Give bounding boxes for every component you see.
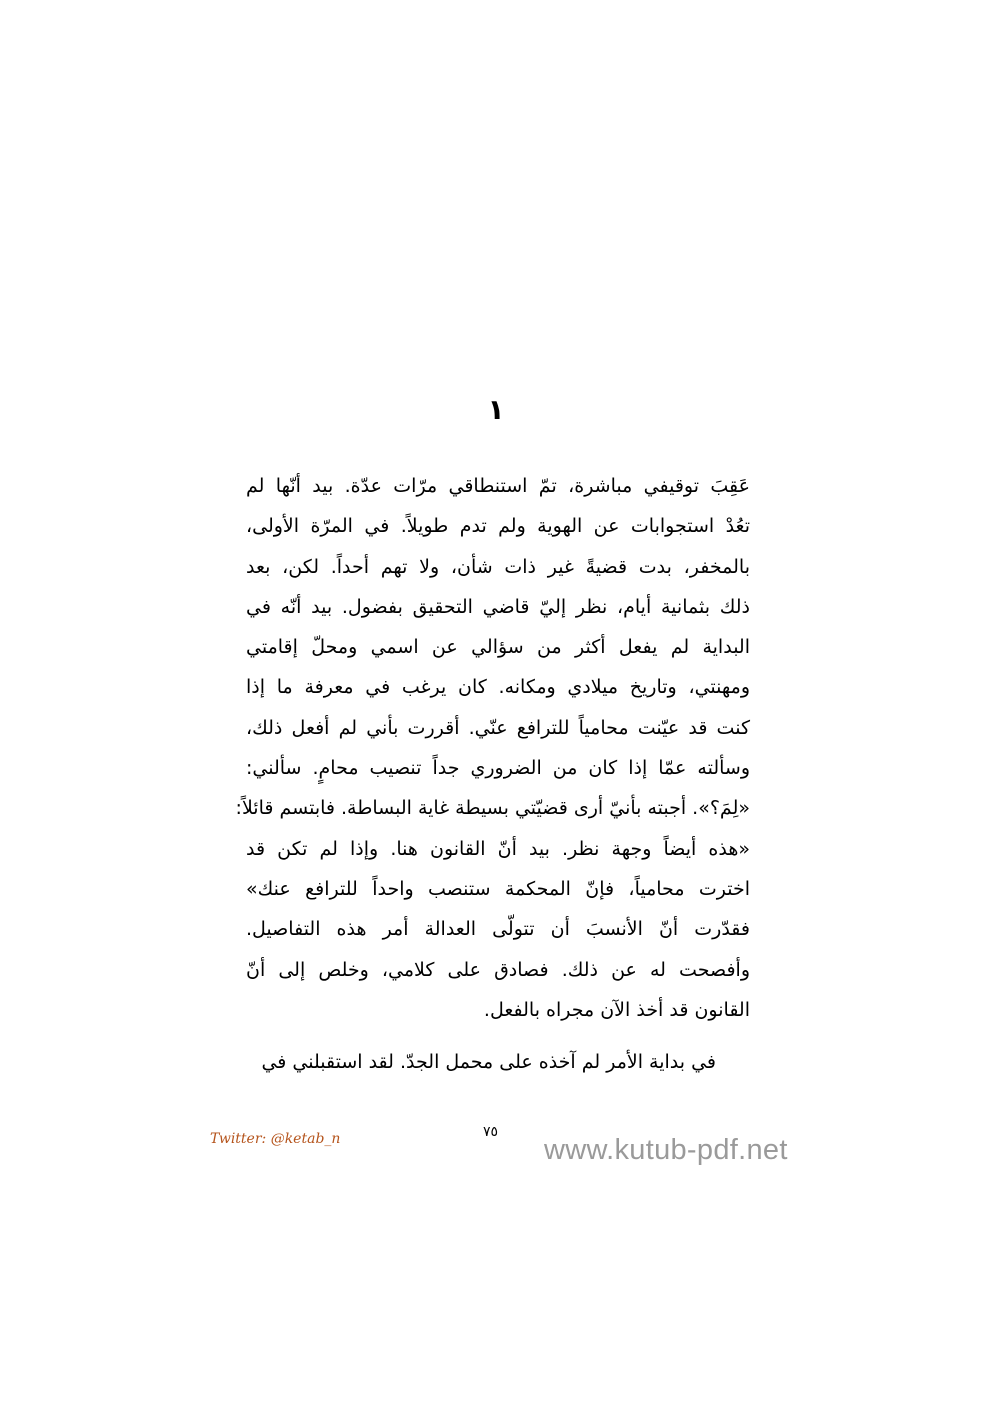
watermark-url: www.kutub-pdf.net [544,1134,788,1166]
text-line: بالمخفر، بدت قضيةً غير ذات شأن، ولا تهم أحداً. لكن، بعد [246,555,750,578]
text-line: القانون قد أخذ الآن مجراه بالفعل. [483,998,750,1021]
chapter-number: ١ [487,393,505,426]
text-line: اخترت محامياً، فإنّ المحكمة ستنصب واحداً للترافع عنك» [246,877,750,900]
text-line: وأفصحت له عن ذلك. فصادق على كلامي، وخلص إلى أنّ [246,958,750,981]
page-number: ٧٥ [483,1124,499,1140]
text-line: ذلك بثمانية أيام، نظر إليّ قاضي التحقيق بفضول. بيد أنّه في [246,595,750,618]
text-line: تعُدْ استجوابات عن الهوية ولم تدم طويلاً. في المرّة الأولى، [246,515,750,538]
text-line: ومهنتي، وتاريخ ميلادي ومكانه. كان يرغب في معرفة ما إذا [246,676,750,699]
text-line: وسألته عمّا إذا كان من الضروري جداً تنصيب محامٍ. سألني: [246,757,750,780]
text-line: «لِمَ؟». أجبته بأنيّ أرى قضيّتي بسيطة غاية البساطة. فابتسم قائلاً: [235,797,750,820]
text-line: في بداية الأمر لم آخذه على محمل الجدّ. لقد استقبلني في [261,1051,716,1074]
text-line: عَقِبَ توقيفي مباشرة، تمّ استنطاقي مرّات عدّة. بيد أنّها لم [246,475,750,497]
text-line: البداية لم يفعل أكثر من سؤالي عن اسمي ومحلّ إقامتي [246,636,750,659]
twitter-handle: Twitter: @ketab_n [210,1131,341,1147]
paragraph-gap [246,1030,750,1042]
paragraph [246,1042,750,1082]
paragraph [235,466,750,1030]
body-text [235,466,750,1082]
text-line: فقدّرت أنّ الأنسبَ أن تتولّى العدالة أمر هذه التفاصيل. [246,918,750,941]
text-line: «هذه أيضاً وجهة نظر. بيد أنّ القانون هنا. وإذا لم تكن قد [246,837,750,860]
text-line: كنت قد عيّنت محامياً للترافع عنّي. أقررت بأني لم أفعل ذلك، [246,716,750,739]
